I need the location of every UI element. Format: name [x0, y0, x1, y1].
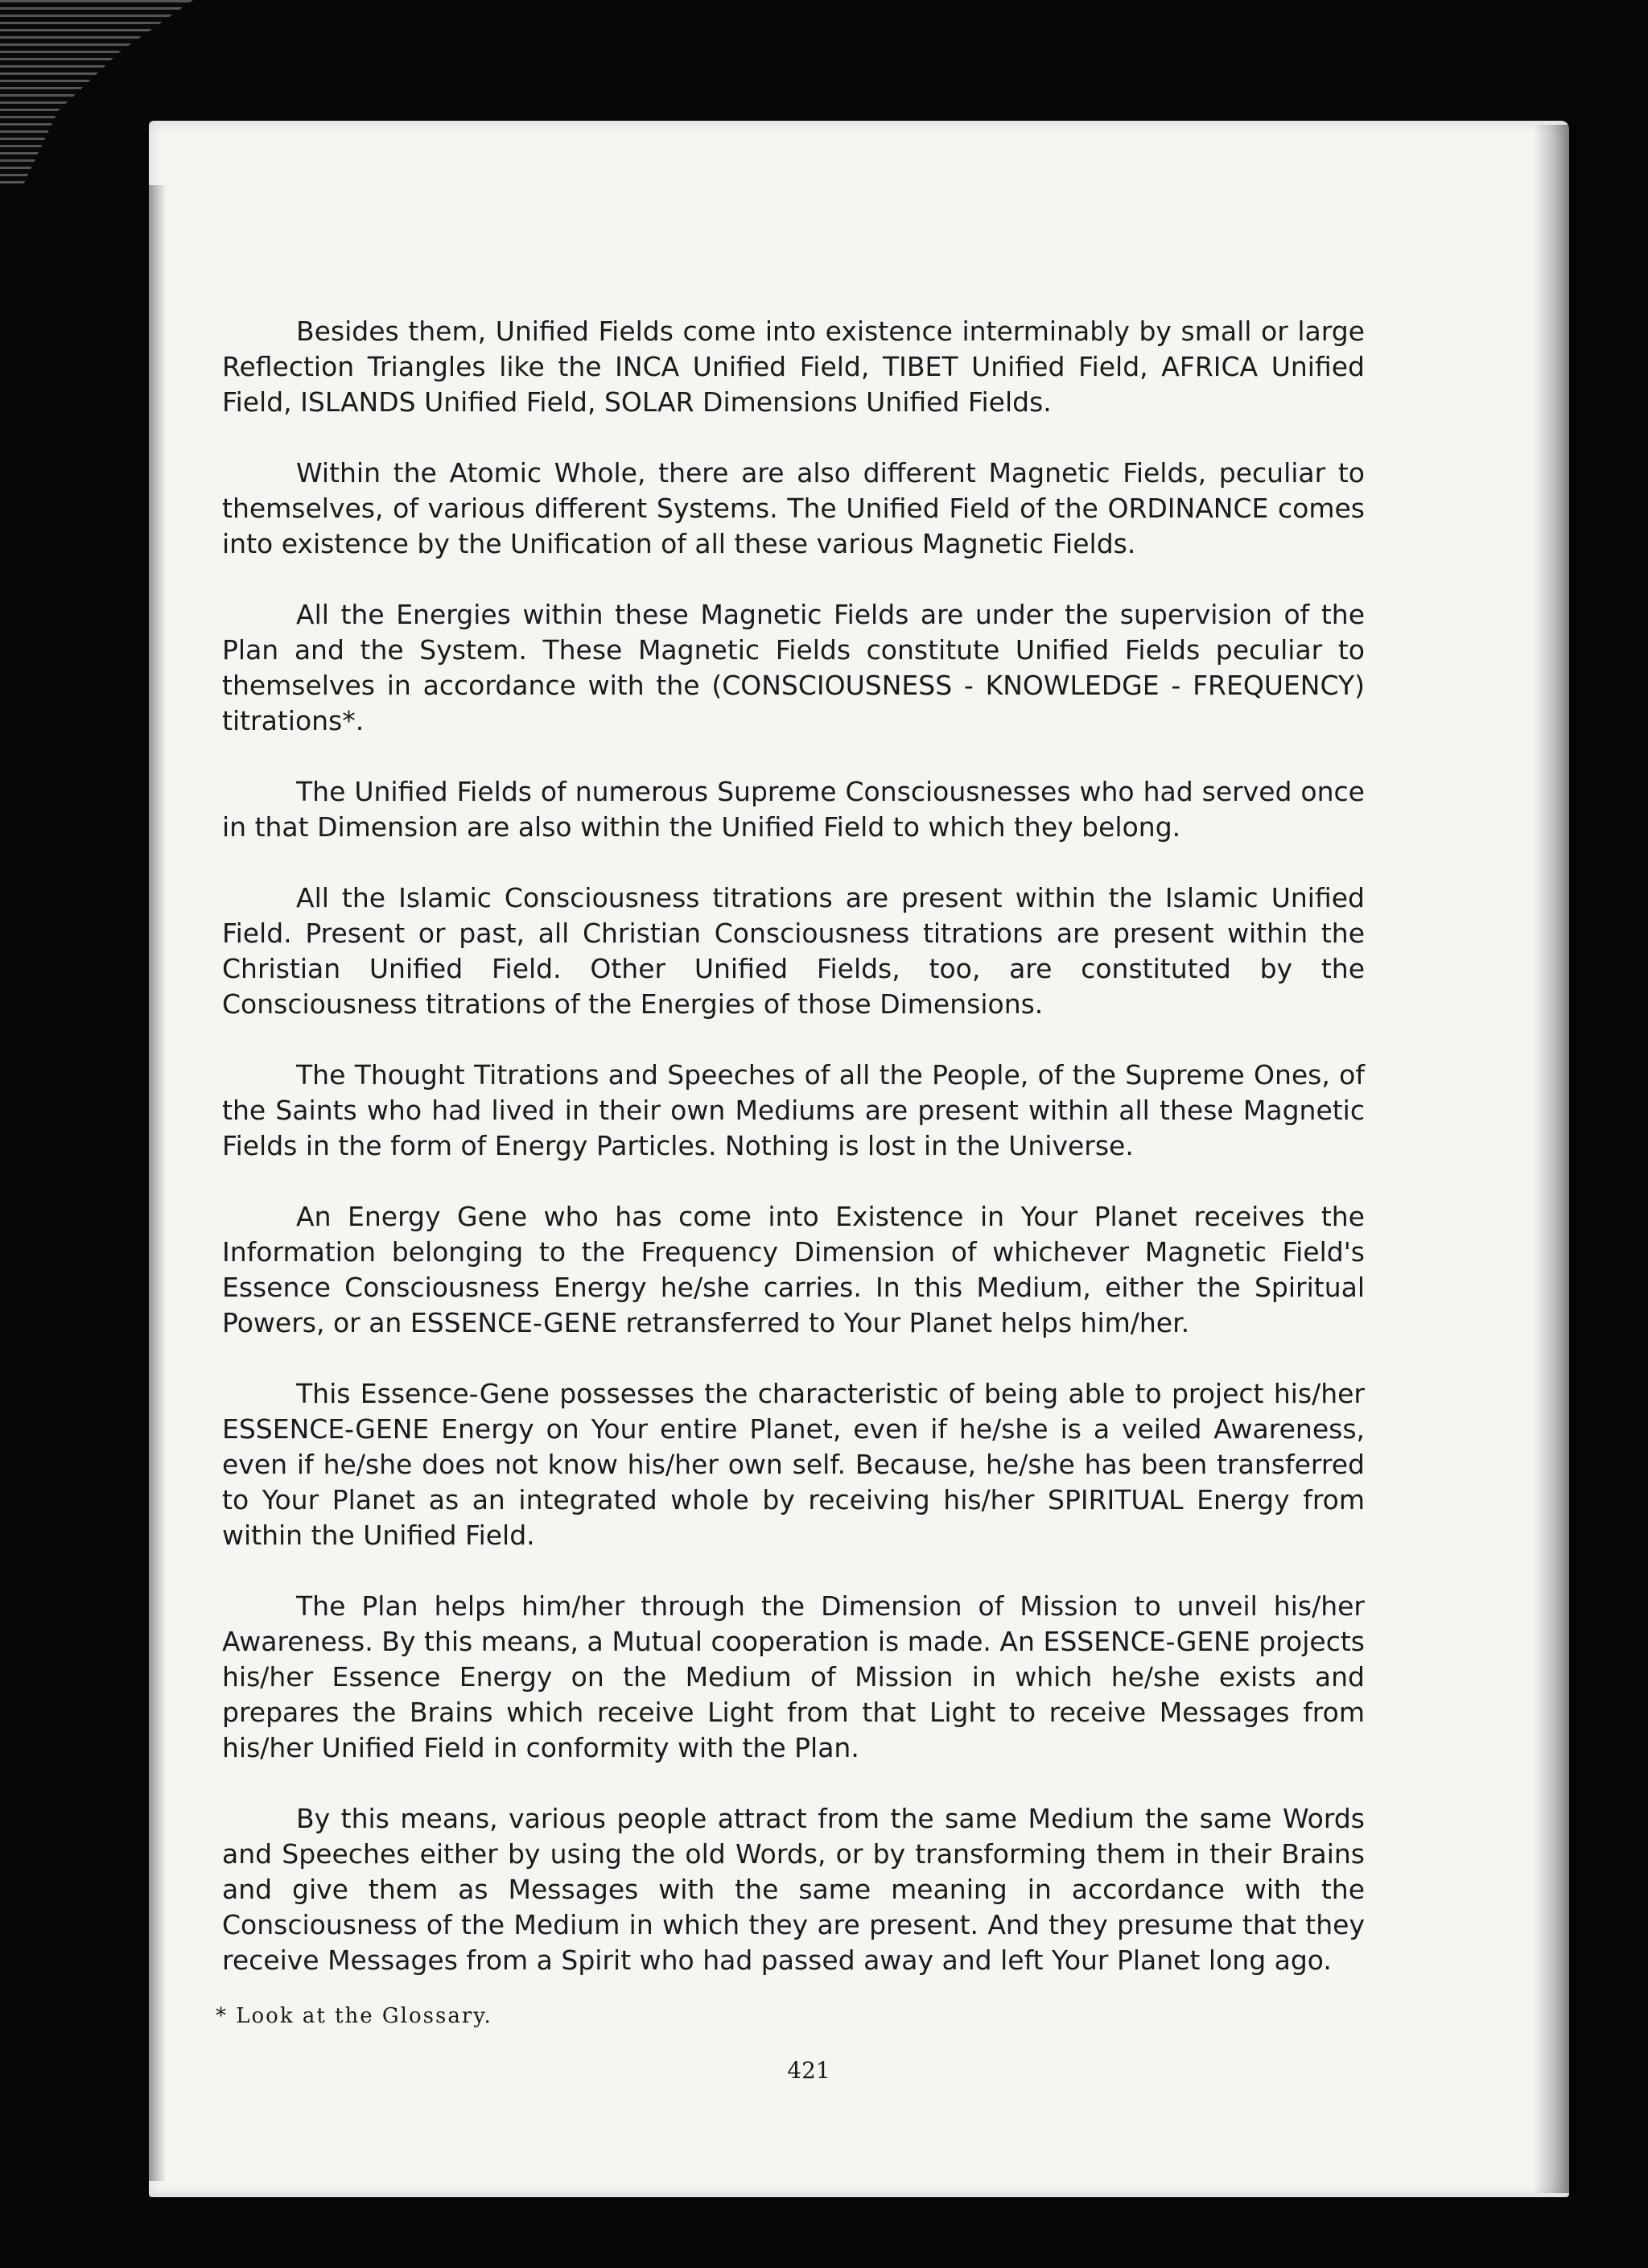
paragraph: The Unified Fields of numerous Supreme Consciousnesses who had served once in that Dimension are also within the Unified Field to which they belong.	[222, 776, 1365, 843]
paragraph: By this means, various people attract from the same Medium the same Words and Speeches either by using the old Words, or by transforming them in their Brains and give them as Messages with the same meaning in accordance with the Consciousness of the Medium in which they are present. And they presume that they receive Messages from a Spirit who had passed away and left Your Planet long ago.	[222, 1803, 1365, 1976]
paragraph: This Essence-Gene possesses the characteristic of being able to project his/her ESSENCE-GENE Energy on Your entire Planet, even if he/she is a veiled Awareness, even if he/she does not know his/her own self. Because, he/she has been transferred to Your Planet as an integrated whole by receiving his/her SPIRITUAL Energy from within the Unified Field.	[222, 1378, 1365, 1551]
paragraph: Within the Atomic Whole, there are also different Magnetic Fields, peculiar to themselves, of various different Systems. The Unified Field of the ORDINANCE comes into existence by the Unification of all these various Magnetic Fields.	[222, 457, 1365, 559]
paragraph: The Thought Titrations and Speeches of all the People, of the Supreme Ones, of the Saints who had lived in their own Mediums are present within all these Magnetic Fields in the form of Energy Particles. Nothing is lost in the Universe.	[222, 1059, 1365, 1161]
paragraph: The Plan helps him/her through the Dimension of Mission to unveil his/her Awareness. By this means, a Mutual cooperation is made. An ESSENCE-GENE projects his/her Essence Energy on the Medium of Mission in which he/she exists and prepares the Brains which receive Light from that Light to receive Messages from his/her Unified Field in conformity with the Plan.	[222, 1590, 1365, 1763]
paragraph: An Energy Gene who has come into Existence in Your Planet receives the Information belonging to the Frequency Dimension of whichever Magnetic Field's Essence Consciousness Energy he/she carries. In this Medium, either the Spiritual Powers, or an ESSENCE-GENE retransferred to Your Planet helps him/her.	[222, 1201, 1365, 1338]
body-text	[222, 314, 1365, 2014]
page-number: 421	[787, 2057, 830, 2084]
footnote: * Look at the Glossary.	[216, 2004, 492, 2028]
page-edge-shadow	[1533, 125, 1577, 2193]
paragraph: Besides them, Unified Fields come into existence interminably by small or large Reflection Triangles like the INCA Unified Field, TIBET Unified Field, AFRICA Unified Field, ISLANDS Unified Field, SOLAR Dimensions Unified Fields.	[222, 315, 1365, 418]
paragraph: All the Energies within these Magnetic Fields are under the supervision of the Plan and the System. These Magnetic Fields constitute Unified Fields peculiar to themselves in accordance with the (CONSCIOUSNESS - KNOWLEDGE - FREQUENCY) titrations*.	[222, 599, 1365, 736]
page-gutter-shadow	[149, 185, 167, 2181]
paragraph: All the Islamic Consciousness titrations are present within the Islamic Unified Field. Present or past, all Christian Consciousness titrations are present within the Christian Unified Field. Other Unified Fields, too, are constituted by the Consciousness titrations of the Energies of those Dimensions.	[222, 882, 1365, 1020]
